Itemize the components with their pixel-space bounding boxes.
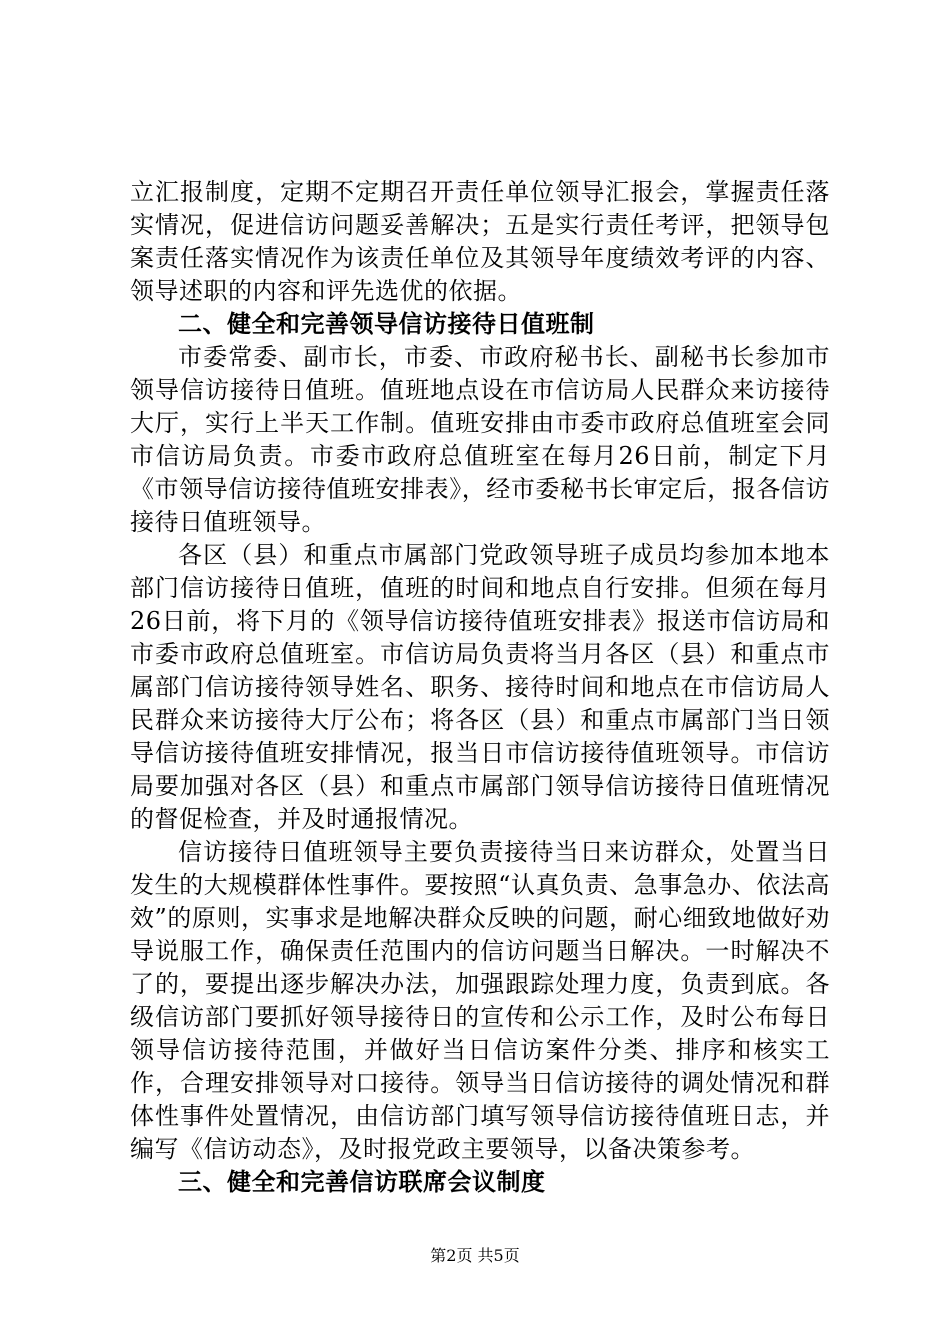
paragraph-duty-responsibilities: 信访接待日值班领导主要负责接待当日来访群众，处置当日发生的大规模群体性事件。要按照“认真负责、急事急办、依法高效”的原则，实事求是地解决群众反映的问题，耐心细致地做好劝导说服工作，确保责任范围内的信访问题当日解决。一时解决不了的，要提出逐步解决办法，加强跟踪处理力度，负责到底。各级信访部门要抓好领导接待日的宣传和公示工作，及时公布每日领导信访接待范围，并做好当日信访案件分类、排序和核实工作，合理安排领导对口接待。领导当日信访接待的调处情况和群体性事件处置情况，由信访部门填写领导信访接待值班日志，并编写《信访动态》，及时报党政主要领导，以备决策参考。 bbox=[130, 838, 830, 1163]
section-heading-3: 三、健全和完善信访联席会议制度 bbox=[178, 1168, 546, 1196]
paragraph-district-duty: 各区（县）和重点市属部门党政领导班子成员均参加本地本部门信访接待日值班，值班的时间和地点自行安排。但须在每月26日前，将下月的《领导信访接待值班安排表》报送市信访局和市委市政府总值班室。市信访局负责将当月各区（县）和重点市属部门信访接待领导姓名、职务、接待时间和地点在市信访局人民群众来访接待大厅公布；将各区（县）和重点市属部门当日领导信访接待值班安排情况，报当日市信访接待值班领导。市信访局要加强对各区（县）和重点市属部门领导信访接待日值班情况的督促检查，并及时通报情况。 bbox=[130, 541, 830, 833]
paragraph-duty-schedule: 市委常委、副市长，市委、市政府秘书长、副秘书长参加市领导信访接待日值班。值班地点设在市信访局人民群众来访接待大厅，实行上半天工作制。值班安排由市委市政府总值班室会同市信访局负责。市委市政府总值班室在每月26日前，制定下月《市领导信访接待值班安排表》，经市委秘书长审定后，报各信访接待日值班领导。 bbox=[130, 343, 830, 536]
section-heading-2: 二、健全和完善领导信访接待日值班制 bbox=[178, 310, 595, 338]
page-number-footer: 第2页 共5页 bbox=[430, 1246, 520, 1265]
document-body bbox=[130, 176, 830, 1199]
paragraph-continued: 立汇报制度，定期不定期召开责任单位领导汇报会，掌握责任落实情况，促进信访问题妥善解决；五是实行责任考评，把领导包案责任落实情况作为该责任单位及其领导年度绩效考评的内容、领导述职的内容和评先选优的依据。 bbox=[130, 178, 830, 305]
